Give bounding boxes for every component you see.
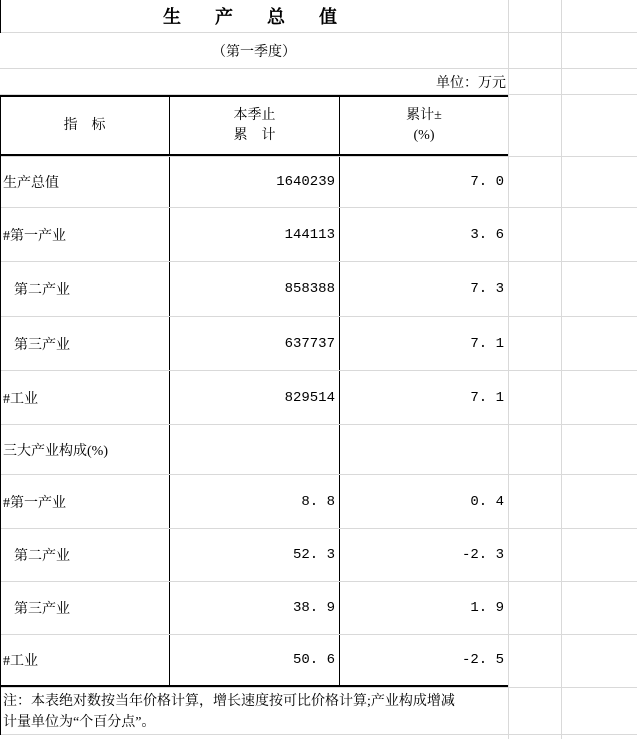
subtitle-row (0, 33, 637, 69)
row-pct: 7. 0 (470, 174, 504, 190)
row-pct (340, 425, 508, 474)
title-row (0, 0, 637, 33)
header-value-line2: 累 计 (233, 127, 276, 143)
row-pct: 7. 3 (470, 281, 504, 297)
row-value: 50. 6 (170, 635, 340, 685)
row-label: 第二产业 (0, 262, 170, 316)
row-pct: 0. 4 (470, 493, 504, 510)
row-pct: 7. 1 (470, 335, 504, 352)
footnote-line1: 注：本表绝对数按当年价格计算，增长速度按可比价格计算;产业构成增减 (3, 694, 455, 709)
row-value: 144113 (170, 208, 340, 261)
table-row (0, 475, 637, 529)
row-label: #工业 (0, 371, 170, 424)
header-pct-line1: 累计± (406, 107, 442, 123)
unit-row (0, 69, 637, 95)
row-value: 38. 9 (170, 582, 340, 634)
row-label: 第二产业 (0, 529, 170, 581)
table-row (0, 371, 637, 425)
footnote-line2: 计量单位为“个百分点”。 (3, 715, 156, 730)
table-left-border (0, 0, 1, 33)
row-label: 第三产业 (0, 317, 170, 370)
header-value (170, 97, 340, 154)
row-label: #第一产业 (0, 208, 170, 261)
header-value-line1: 本季止 (233, 107, 276, 123)
table-left-border (0, 95, 1, 735)
table-header-row (0, 95, 637, 157)
page-title: 生 产 总 值 (163, 7, 345, 27)
gridline-vertical (561, 0, 562, 739)
row-value: 8. 8 (170, 475, 340, 528)
row-label: #第一产业 (0, 475, 170, 528)
table-row (0, 635, 637, 688)
row-pct: 1. 9 (470, 600, 504, 616)
row-pct: -2. 3 (461, 547, 504, 563)
gridline-vertical (508, 0, 509, 739)
unit-label: 单位：万元 (436, 75, 506, 91)
table-row (0, 582, 637, 635)
row-value: 858388 (170, 262, 340, 316)
table-row (0, 317, 637, 371)
header-indicator: 指 标 (0, 97, 170, 154)
row-pct: -2. 5 (461, 652, 504, 668)
row-value: 1640239 (170, 157, 340, 207)
row-value (170, 425, 340, 474)
table-row (0, 157, 637, 208)
row-label: #工业 (0, 635, 170, 685)
table-row (0, 425, 637, 475)
row-value: 637737 (170, 317, 340, 370)
table-row (0, 208, 637, 262)
table-row (0, 262, 637, 317)
row-label: 第三产业 (0, 582, 170, 634)
row-value: 52. 3 (170, 529, 340, 581)
row-value: 829514 (170, 371, 340, 424)
row-pct: 3. 6 (470, 226, 504, 243)
row-pct: 7. 1 (470, 389, 504, 406)
header-pct (340, 97, 508, 154)
footnote (0, 688, 637, 735)
table-row (0, 529, 637, 582)
row-label: 生产总值 (0, 157, 170, 207)
header-pct-line2: (%) (413, 127, 435, 143)
page-subtitle: （第一季度） (212, 44, 296, 60)
row-label: 三大产业构成(%) (0, 425, 170, 474)
